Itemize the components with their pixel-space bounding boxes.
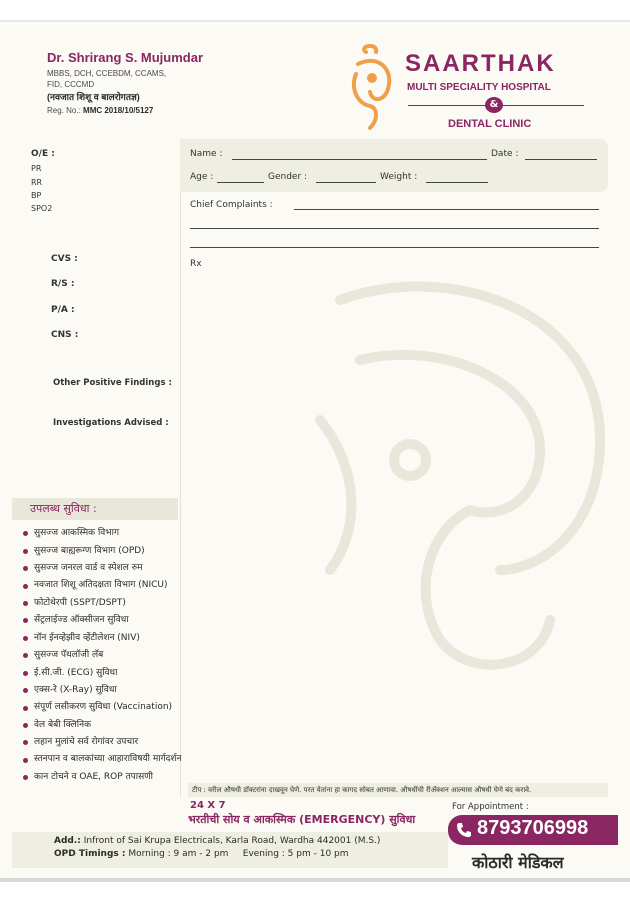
chief-complaints-line-1[interactable] (294, 209, 599, 210)
facility-item: वेल बेबी क्लिनिक (22, 717, 182, 735)
address-line (54, 836, 380, 846)
bp-label: BP (31, 191, 42, 200)
weight-field[interactable] (426, 182, 488, 183)
opd-label: OPD Timings : (54, 849, 126, 859)
address-value: Infront of Sai Krupa Electricals, Karla Road, Wardha 442001 (M.S.) (83, 836, 381, 846)
facilities-list (22, 525, 182, 786)
appointment-label: For Appointment : (452, 802, 529, 812)
gender-field[interactable] (316, 182, 376, 183)
facility-item: लहान मुलांचे सर्व रोगांवर उपचार (22, 734, 182, 752)
investigations-label: Investigations Advised : (53, 418, 169, 428)
oe-label: O/E : (31, 149, 55, 159)
gender-label: Gender : (268, 172, 308, 182)
hospital-subtitle: MULTI SPECIALITY HOSPITAL (407, 82, 551, 93)
chief-complaints-label: Chief Complaints : (190, 200, 273, 210)
facility-item: सुसज्ज आकस्मिक विभाग (22, 525, 182, 543)
pharmacy-name: कोठारी मेडिकल (472, 853, 564, 872)
chief-complaints-line-2[interactable] (190, 228, 599, 229)
address-label: Add.: (54, 836, 81, 846)
spo2-label: SPO2 (31, 204, 53, 213)
facility-item: सुसज्ज पॅथलॉजी लॅब (22, 647, 182, 665)
facility-item: फोटोथेरपी (SSPT/DSPT) (22, 595, 182, 613)
facility-item: नॉन ईनव्हेझीव व्हेंटीलेशन (NIV) (22, 630, 182, 648)
opd-times: Morning : 9 am - 2 pm Evening : 5 pm - 10 pm (128, 849, 349, 859)
dental-clinic-label: DENTAL CLINIC (448, 118, 532, 130)
other-findings-label: Other Positive Findings : (53, 378, 172, 388)
phone-number[interactable]: 8793706998 (477, 817, 589, 839)
tip-note: टीप : वरील औषधी डॉक्टरांना दाखवून घेणे. परत येतांना हा कागद सोबत आणावा. औषधींची रीॲक्शन आल्यास औषधी घेणे बंद करावे. (188, 783, 608, 797)
facility-item: सुसज्ज बाह्यरूग्ण विभाग (OPD) (22, 543, 182, 561)
reg-label: Reg. No.: (47, 106, 81, 115)
ganesha-watermark-icon (300, 270, 620, 690)
doctor-registration (47, 106, 153, 115)
cvs-label: CVS : (51, 254, 78, 264)
weight-label: Weight : (380, 172, 418, 182)
pr-label: PR (31, 164, 42, 173)
doctor-specialty: (नवजात शिशू व बालरोगतज्ञ) (47, 92, 140, 102)
qualifications-line-2: FID, CCCMD (47, 80, 95, 89)
age-label: Age : (190, 172, 214, 182)
hospital-name: SAARTHAK (405, 50, 556, 77)
emergency-247-label: 24 X 7 (190, 800, 226, 811)
ampersand-badge: & (485, 97, 503, 113)
name-field[interactable] (232, 159, 487, 160)
reg-value: MMC 2018/10/5127 (83, 106, 154, 115)
facility-item: ई.सी.जी. (ECG) सुविधा (22, 665, 182, 683)
date-field[interactable] (525, 159, 597, 160)
chief-complaints-line-3[interactable] (190, 247, 599, 248)
doctor-qualifications (47, 68, 197, 90)
opd-timings-line (54, 849, 349, 859)
rx-label: Rx (190, 259, 202, 269)
age-field[interactable] (217, 182, 264, 183)
facilities-title: उपलब्ध सुविधा : (12, 498, 178, 520)
qualifications-line-1: MBBS, DCH, CCEBDM, CCAMS, (47, 69, 167, 78)
cns-label: CNS : (51, 330, 79, 340)
doctor-name: Dr. Shrirang S. Mujumdar (47, 50, 204, 65)
facility-item: सेंट्रलाईज्ड ऑक्सीजन सुविधा (22, 612, 182, 630)
rr-label: RR (31, 178, 43, 187)
phone-icon (456, 822, 472, 838)
pa-label: P/A : (51, 305, 75, 315)
patient-info-box (180, 139, 608, 192)
facility-item: संपूर्ण लसीकरण सुविधा (Vaccination) (22, 700, 182, 717)
date-label: Date : (491, 149, 519, 159)
facility-item: नवजात शिशू अतिदक्षता विभाग (NICU) (22, 578, 182, 595)
facility-item: स्तनपान व बालकांच्या आहाराविषयी मार्गदर्शन (22, 752, 182, 769)
rs-label: R/S : (51, 279, 75, 289)
ganesha-logo-icon (348, 44, 398, 134)
emergency-text: भरतीची सोय व आकस्मिक (EMERGENCY) सुविधा (188, 813, 416, 826)
bottom-border (0, 878, 630, 882)
name-label: Name : (190, 149, 223, 159)
facility-item: एक्स-रे (X-Ray) सुविधा (22, 682, 182, 700)
facility-item: कान टोचने व OAE, ROP तपासणी (22, 769, 182, 787)
facility-item: सुसज्ज जनरल वार्ड व स्पेशल रुम (22, 560, 182, 578)
